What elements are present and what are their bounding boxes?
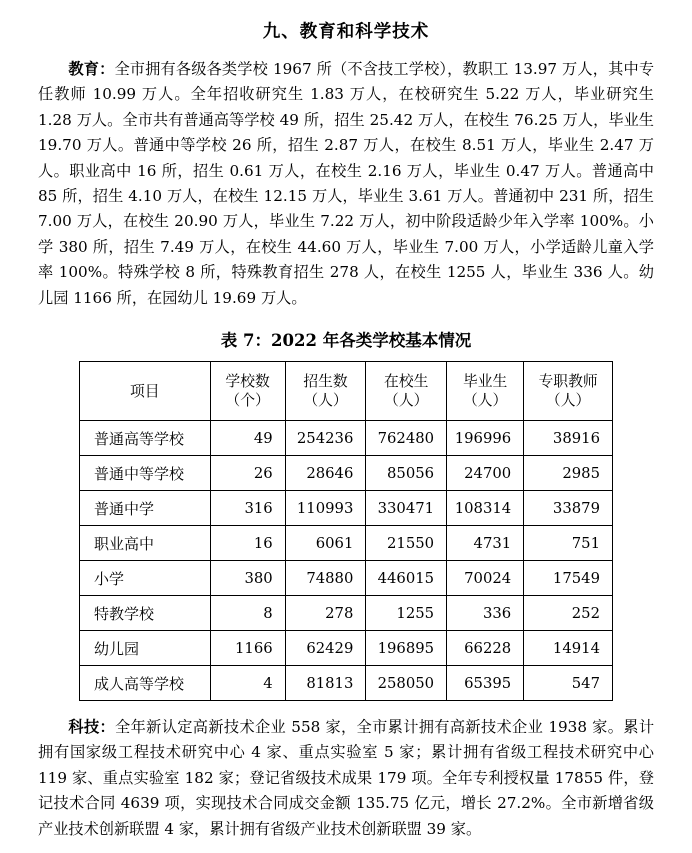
column-header-enrollment-line2: （人）	[303, 392, 348, 410]
paragraph-technology	[38, 715, 654, 842]
cell-schools: 8	[210, 596, 285, 631]
cell-schools: 26	[210, 456, 285, 491]
cell-graduates: 196996	[447, 421, 524, 456]
column-header-schools-line1: 学校数	[225, 373, 270, 391]
row-label: 小学	[80, 561, 211, 596]
cell-students: 196895	[366, 631, 447, 666]
table-row	[80, 421, 613, 456]
paragraph-education	[38, 57, 654, 311]
cell-schools: 49	[210, 421, 285, 456]
column-header-graduates-line2: （人）	[462, 392, 508, 410]
cell-enrollment: 254236	[285, 421, 366, 456]
table-row	[80, 666, 613, 701]
cell-graduates: 70024	[447, 561, 524, 596]
cell-enrollment: 278	[285, 596, 366, 631]
table-caption: 表 7：2022 年各类学校基本情况	[220, 331, 472, 351]
paragraph-education-text: 全市拥有各级各类学校 1967 所（不含技工学校），教职工 13.97 万人，其中专任教师 10.99 万人。全年招收研究生 1.83 万人，在校研究生 5.22 万人，毕业研究生 1.28 万人。全市共有普通高等学校 49 所，招生 25.42 万人，在校生 76.25 万人，毕业生 19.70 万人。普通中等学校 26 所，招生 2.87 万人，在校生 8.51 万人，毕业生 2.47 万人。职业高中 16 所，招生 0.61 万人，在校生 2.16 万人，毕业生 0.47 万人。普通高中 85 所，招生 4.10 万人，在校生 12.15 万人，毕业生 3.61 万人。普通初中 231 所，招生 7.00 万人，在校生 20.90 万人，毕业生 7.22 万人，初中阶段适龄少年入学率 100%。小学 380 所，招生 7.49 万人，在校生 44.60 万人，毕业生 7.00 万人，小学适龄儿童入学率 100%。特殊学校 8 所，特殊教育招生 278 人，在校生 1255 人，毕业生 336 人。幼儿园 1166 所，在园幼儿 19.69 万人。	[38, 60, 655, 307]
column-header-students-line1: 在校生	[384, 373, 429, 391]
cell-enrollment: 28646	[285, 456, 366, 491]
cell-graduates: 24700	[447, 456, 524, 491]
cell-students: 258050	[366, 666, 447, 701]
cell-graduates: 108314	[447, 491, 524, 526]
column-header-enrollment	[285, 362, 366, 421]
cell-enrollment: 74880	[285, 561, 366, 596]
cell-graduates: 65395	[447, 666, 524, 701]
column-header-students-line2: （人）	[384, 392, 429, 410]
cell-schools: 1166	[210, 631, 285, 666]
cell-teachers: 38916	[524, 421, 613, 456]
column-header-schools	[210, 362, 285, 421]
cell-teachers: 2985	[524, 456, 613, 491]
row-label: 普通高等学校	[80, 421, 211, 456]
table-row	[80, 491, 613, 526]
cell-students: 21550	[366, 526, 447, 561]
cell-teachers: 17549	[524, 561, 613, 596]
row-label: 职业高中	[80, 526, 211, 561]
cell-enrollment: 62429	[285, 631, 366, 666]
row-label: 普通中等学校	[80, 456, 211, 491]
column-header-graduates-line1: 毕业生	[462, 373, 508, 391]
column-header-enrollment-line1: 招生数	[303, 373, 348, 391]
row-label: 普通中学	[80, 491, 211, 526]
cell-enrollment: 6061	[285, 526, 366, 561]
table-header-row	[80, 362, 613, 421]
cell-enrollment: 81813	[285, 666, 366, 701]
school-statistics-table	[79, 361, 613, 701]
cell-teachers: 751	[524, 526, 613, 561]
column-header-item-line1: 项目	[129, 382, 160, 400]
column-header-teachers-line2: （人）	[545, 392, 591, 410]
cell-students: 330471	[366, 491, 447, 526]
row-label: 成人高等学校	[80, 666, 211, 701]
column-header-graduates	[447, 362, 524, 421]
column-header-teachers-line1: 专职教师	[538, 373, 598, 391]
cell-schools: 380	[210, 561, 285, 596]
page-title: 九、教育和科学技术	[262, 22, 430, 42]
column-header-teachers	[524, 362, 613, 421]
column-header-schools-line2: （个）	[225, 392, 270, 410]
cell-students: 762480	[366, 421, 447, 456]
cell-graduates: 336	[447, 596, 524, 631]
paragraph-education-lead: 教育：	[68, 60, 115, 78]
cell-teachers: 547	[524, 666, 613, 701]
cell-graduates: 4731	[447, 526, 524, 561]
cell-teachers: 14914	[524, 631, 613, 666]
table-row	[80, 561, 613, 596]
cell-students: 1255	[366, 596, 447, 631]
paragraph-technology-lead: 科技：	[68, 718, 116, 737]
row-label: 幼儿园	[80, 631, 211, 666]
table-row	[80, 596, 613, 631]
column-header-item	[80, 362, 211, 421]
cell-teachers: 252	[524, 596, 613, 631]
column-header-students	[366, 362, 447, 421]
cell-teachers: 33879	[524, 491, 613, 526]
cell-schools: 16	[210, 526, 285, 561]
paragraph-technology-text: 全年新认定高新技术企业 558 家，全市累计拥有高新技术企业 1938 家。累计拥有国家级工程技术研究中心 4 家、重点实验室 5 家；累计拥有省级工程技术研究中心 119 家、重点实验室 182 家；登记省级技术成果 179 项。全年专利授权量 17855 件，登记技术合同 4639 项，实现技术合同成交金额 135.75 亿元，增长 27.2%。全市新增省级产业技术创新联盟 4 家，累计拥有省级产业技术创新联盟 39 家。	[38, 718, 655, 838]
table-row	[80, 456, 613, 491]
cell-graduates: 66228	[447, 631, 524, 666]
cell-schools: 316	[210, 491, 285, 526]
row-label: 特教学校	[80, 596, 211, 631]
cell-schools: 4	[210, 666, 285, 701]
table-row	[80, 631, 613, 666]
cell-students: 446015	[366, 561, 447, 596]
table-row	[80, 526, 613, 561]
cell-enrollment: 110993	[285, 491, 366, 526]
cell-students: 85056	[366, 456, 447, 491]
